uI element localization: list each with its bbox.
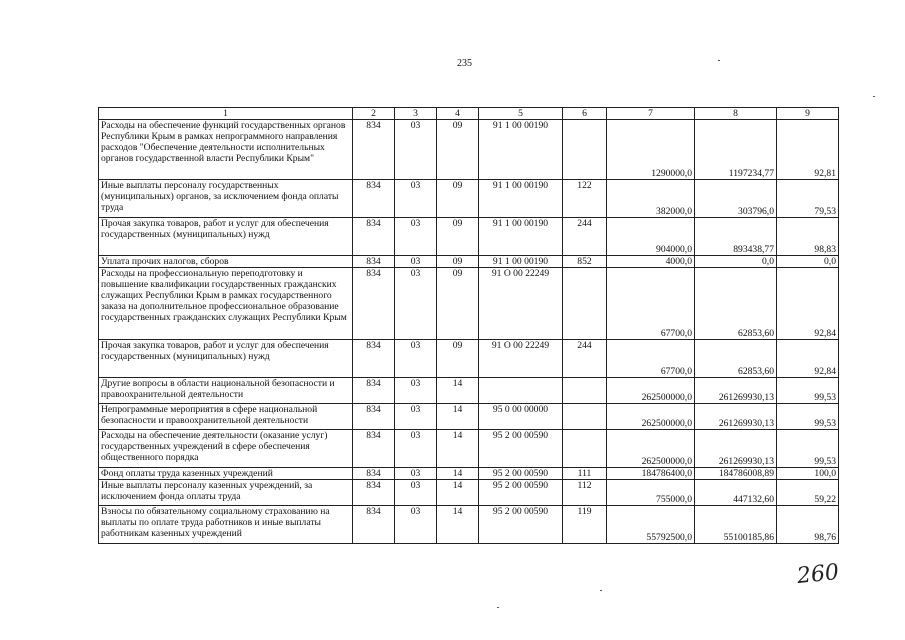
row-percent: 59,22 bbox=[777, 480, 839, 506]
table-row bbox=[99, 268, 839, 340]
table-row bbox=[99, 218, 839, 256]
budget-table bbox=[98, 107, 839, 544]
row-expense-type: 244 bbox=[563, 218, 607, 256]
row-actual-amount: 62853,60 bbox=[695, 340, 777, 378]
row-expense-type bbox=[563, 378, 607, 404]
column-header: 2 bbox=[353, 108, 395, 120]
row-admin-code: 834 bbox=[353, 404, 395, 430]
row-admin-code: 834 bbox=[353, 256, 395, 268]
row-percent: 100,0 bbox=[777, 468, 839, 480]
row-actual-amount: 1197234,77 bbox=[695, 120, 777, 180]
row-percent: 92,84 bbox=[777, 340, 839, 378]
row-percent: 92,81 bbox=[777, 120, 839, 180]
row-actual-amount: 303796,0 bbox=[695, 180, 777, 218]
row-actual-amount: 62853,60 bbox=[695, 268, 777, 340]
row-subsection-code: 14 bbox=[437, 404, 479, 430]
row-percent: 92,84 bbox=[777, 268, 839, 340]
row-planned-amount: 67700,0 bbox=[607, 340, 695, 378]
row-target-article: 91 О 00 22249 bbox=[479, 268, 563, 340]
row-admin-code: 834 bbox=[353, 218, 395, 256]
scan-speck bbox=[873, 96, 875, 97]
row-planned-amount: 904000,0 bbox=[607, 218, 695, 256]
row-expense-type bbox=[563, 268, 607, 340]
column-header: 6 bbox=[563, 108, 607, 120]
table-row bbox=[99, 506, 839, 544]
row-section-code: 03 bbox=[395, 180, 437, 218]
row-admin-code: 834 bbox=[353, 480, 395, 506]
row-admin-code: 834 bbox=[353, 268, 395, 340]
table-row bbox=[99, 340, 839, 378]
row-section-code: 03 bbox=[395, 120, 437, 180]
row-percent: 0,0 bbox=[777, 256, 839, 268]
row-expense-type bbox=[563, 404, 607, 430]
row-actual-amount: 893438,77 bbox=[695, 218, 777, 256]
row-planned-amount: 262500000,0 bbox=[607, 430, 695, 468]
row-target-article: 91 1 00 00190 bbox=[479, 256, 563, 268]
row-description: Фонд оплаты труда казенных учреждений bbox=[99, 468, 353, 480]
row-actual-amount: 261269930,13 bbox=[695, 378, 777, 404]
column-header: 8 bbox=[695, 108, 777, 120]
row-target-article: 91 О 00 22249 bbox=[479, 340, 563, 378]
row-description: Расходы на обеспечение деятельности (оказание услуг) государственных учреждений в сфере обеспечения общественного порядка bbox=[99, 430, 353, 468]
row-target-article: 95 2 00 00590 bbox=[479, 480, 563, 506]
row-actual-amount: 261269930,13 bbox=[695, 430, 777, 468]
row-target-article: 91 1 00 00190 bbox=[479, 120, 563, 180]
row-subsection-code: 09 bbox=[437, 120, 479, 180]
row-admin-code: 834 bbox=[353, 506, 395, 544]
row-actual-amount: 0,0 bbox=[695, 256, 777, 268]
row-planned-amount: 184786400,0 bbox=[607, 468, 695, 480]
row-admin-code: 834 bbox=[353, 430, 395, 468]
row-description: Иные выплаты персоналу казенных учреждений, за исключением фонда оплаты труда bbox=[99, 480, 353, 506]
column-header: 9 bbox=[777, 108, 839, 120]
row-planned-amount: 755000,0 bbox=[607, 480, 695, 506]
row-actual-amount: 184786008,89 bbox=[695, 468, 777, 480]
row-expense-type bbox=[563, 120, 607, 180]
row-percent: 79,53 bbox=[777, 180, 839, 218]
row-expense-type bbox=[563, 430, 607, 468]
scan-speck bbox=[718, 60, 720, 61]
row-section-code: 03 bbox=[395, 268, 437, 340]
table-row bbox=[99, 180, 839, 218]
row-admin-code: 834 bbox=[353, 468, 395, 480]
row-expense-type: 244 bbox=[563, 340, 607, 378]
row-actual-amount: 55100185,86 bbox=[695, 506, 777, 544]
row-planned-amount: 1290000,0 bbox=[607, 120, 695, 180]
row-description: Прочая закупка товаров, работ и услуг для обеспечения государственных (муниципальных) нужд bbox=[99, 340, 353, 378]
row-percent: 98,83 bbox=[777, 218, 839, 256]
row-target-article: 95 2 00 00590 bbox=[479, 506, 563, 544]
row-description: Расходы на обеспечение функций государственных органов Республики Крым в рамках непрограммного направления расходов "Обеспечение деятельности исполнительных органов государственной власти Республики Крым" bbox=[99, 120, 353, 180]
scan-speck bbox=[497, 607, 499, 608]
row-expense-type: 111 bbox=[563, 468, 607, 480]
row-section-code: 03 bbox=[395, 340, 437, 378]
column-header: 4 bbox=[437, 108, 479, 120]
row-description: Взносы по обязательному социальному страхованию на выплаты по оплате труда работников и иные выплаты работникам казенных учреждений bbox=[99, 506, 353, 544]
row-planned-amount: 262500000,0 bbox=[607, 404, 695, 430]
row-expense-type: 112 bbox=[563, 480, 607, 506]
row-subsection-code: 09 bbox=[437, 218, 479, 256]
row-subsection-code: 14 bbox=[437, 378, 479, 404]
row-subsection-code: 14 bbox=[437, 468, 479, 480]
row-planned-amount: 4000,0 bbox=[607, 256, 695, 268]
row-planned-amount: 382000,0 bbox=[607, 180, 695, 218]
row-subsection-code: 09 bbox=[437, 180, 479, 218]
row-section-code: 03 bbox=[395, 468, 437, 480]
row-expense-type: 852 bbox=[563, 256, 607, 268]
column-header: 1 bbox=[99, 108, 353, 120]
row-section-code: 03 bbox=[395, 256, 437, 268]
table-row bbox=[99, 256, 839, 268]
row-expense-type: 119 bbox=[563, 506, 607, 544]
row-actual-amount: 261269930,13 bbox=[695, 404, 777, 430]
row-section-code: 03 bbox=[395, 378, 437, 404]
row-expense-type: 122 bbox=[563, 180, 607, 218]
row-target-article: 91 1 00 00190 bbox=[479, 180, 563, 218]
row-description: Уплата прочих налогов, сборов bbox=[99, 256, 353, 268]
column-header: 5 bbox=[479, 108, 563, 120]
table-row bbox=[99, 430, 839, 468]
row-subsection-code: 14 bbox=[437, 506, 479, 544]
row-section-code: 03 bbox=[395, 404, 437, 430]
table-header-row bbox=[99, 108, 839, 120]
table-row bbox=[99, 480, 839, 506]
row-subsection-code: 09 bbox=[437, 268, 479, 340]
table-row bbox=[99, 404, 839, 430]
row-target-article: 91 1 00 00190 bbox=[479, 218, 563, 256]
table-row bbox=[99, 120, 839, 180]
row-subsection-code: 14 bbox=[437, 430, 479, 468]
row-description: Другие вопросы в области национальной безопасности и правоохранительной деятельности bbox=[99, 378, 353, 404]
handwritten-page-number: 260 bbox=[795, 559, 841, 590]
row-description: Иные выплаты персоналу государственных (муниципальных) органов, за исключением фонда оплаты труда bbox=[99, 180, 353, 218]
row-planned-amount: 67700,0 bbox=[607, 268, 695, 340]
column-header: 7 bbox=[607, 108, 695, 120]
scan-speck bbox=[600, 590, 602, 591]
row-section-code: 03 bbox=[395, 506, 437, 544]
row-admin-code: 834 bbox=[353, 120, 395, 180]
page-number: 235 bbox=[457, 58, 472, 69]
row-admin-code: 834 bbox=[353, 378, 395, 404]
row-section-code: 03 bbox=[395, 218, 437, 256]
row-description: Расходы на профессиональную переподготовку и повышение квалификации государственных гражданских служащих Республики Крым в рамках государственного заказа на дополнительное профессиональное образование государственных гражданских служащих Республики Крым bbox=[99, 268, 353, 340]
row-target-article: 95 2 00 00590 bbox=[479, 430, 563, 468]
table-row bbox=[99, 378, 839, 404]
row-actual-amount: 447132,60 bbox=[695, 480, 777, 506]
row-planned-amount: 262500000,0 bbox=[607, 378, 695, 404]
row-percent: 98,76 bbox=[777, 506, 839, 544]
row-section-code: 03 bbox=[395, 480, 437, 506]
row-target-article: 95 2 00 00590 bbox=[479, 468, 563, 480]
row-percent: 99,53 bbox=[777, 404, 839, 430]
row-description: Прочая закупка товаров, работ и услуг для обеспечения государственных (муниципальных) нужд bbox=[99, 218, 353, 256]
row-subsection-code: 09 bbox=[437, 340, 479, 378]
row-planned-amount: 55792500,0 bbox=[607, 506, 695, 544]
row-subsection-code: 14 bbox=[437, 480, 479, 506]
row-target-article: 95 0 00 00000 bbox=[479, 404, 563, 430]
row-description: Непрограммные мероприятия в сфере национальной безопасности и правоохранительной деятельности bbox=[99, 404, 353, 430]
row-percent: 99,53 bbox=[777, 378, 839, 404]
row-target-article bbox=[479, 378, 563, 404]
column-header: 3 bbox=[395, 108, 437, 120]
table-row bbox=[99, 468, 839, 480]
row-section-code: 03 bbox=[395, 430, 437, 468]
row-percent: 99,53 bbox=[777, 430, 839, 468]
row-admin-code: 834 bbox=[353, 340, 395, 378]
row-admin-code: 834 bbox=[353, 180, 395, 218]
row-subsection-code: 09 bbox=[437, 256, 479, 268]
